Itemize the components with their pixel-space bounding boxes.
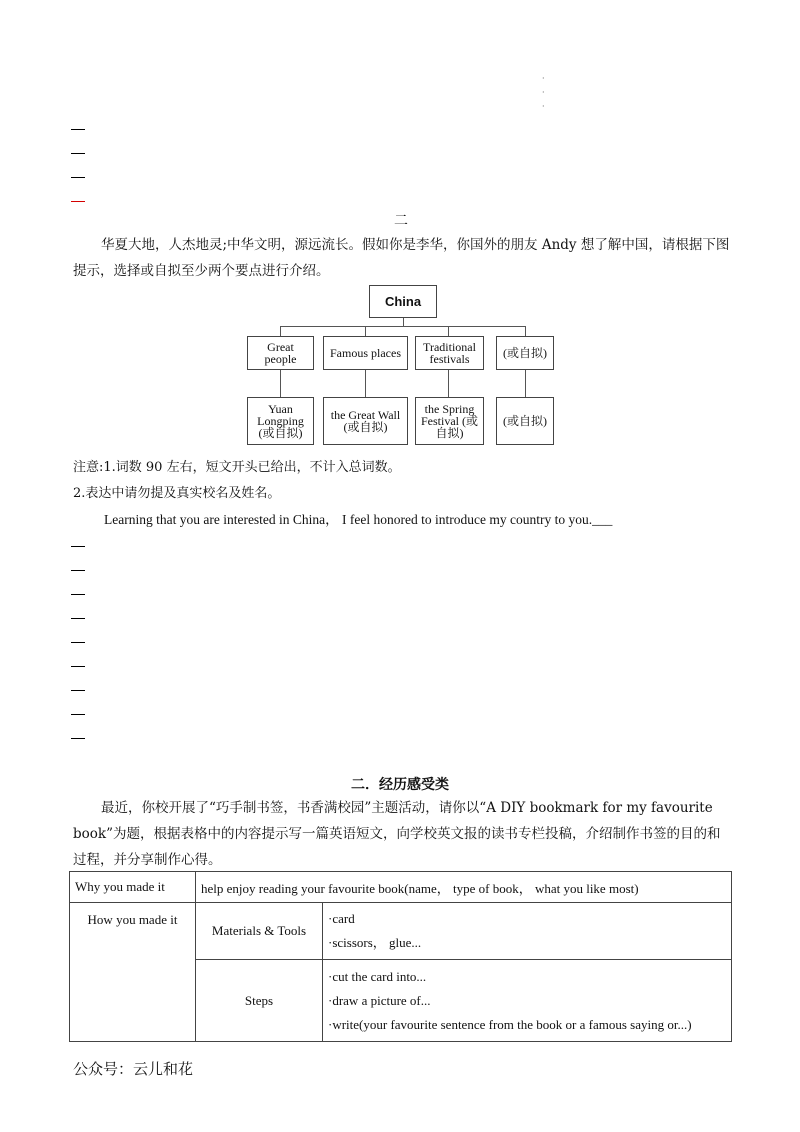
diagram-category: (或自拟) (496, 336, 554, 370)
writing-line[interactable] (71, 666, 85, 667)
steps-item: ·draw a picture of... (328, 992, 431, 1008)
writing-line[interactable] (71, 714, 85, 715)
section-title: 二．经历感受类 (351, 777, 449, 793)
diagram-example: the Spring Festival (或自拟) (415, 397, 484, 445)
note-2: 2.表达中请勿提及真实校名及姓名。 (73, 486, 281, 501)
materials-item: ·card (328, 911, 355, 926)
corner-dots: · · · (542, 74, 545, 111)
answer-line[interactable] (71, 177, 85, 178)
essay-starter: Learning that you are interested in China， I feel honored to introduce my country to you.___ (104, 512, 613, 527)
bookmark-table (69, 871, 732, 1042)
why-value: help enjoy reading your favourite book(name， type of book， what you like most) (196, 872, 732, 903)
diagram-category: Traditional festivals (415, 336, 484, 370)
materials-label: Materials & Tools (196, 903, 323, 960)
writing-line[interactable] (71, 642, 85, 643)
steps-label: Steps (196, 960, 323, 1042)
section-mark: 二 (394, 213, 408, 229)
materials-list (323, 903, 732, 960)
diagram-example: Yuan Longping (或自拟) (247, 397, 314, 445)
diagram-example: the Great Wall (或自拟) (323, 397, 408, 445)
answer-line-red[interactable] (71, 201, 85, 202)
section2-paragraph: 最近，你校开展了“巧手制书签，书香满校园”主题活动，请你以“A DIY bookmark for my favourite book”为题，根据表格中的内容提示写一篇英语短文，向学校英文报的读书专栏投稿，介绍制作书签的目的和过程，并分享制作心得。 (73, 800, 721, 868)
how-label: How you made it (70, 903, 196, 1042)
writing-line[interactable] (71, 594, 85, 595)
steps-item: ·cut the card into... (328, 968, 427, 984)
materials-item: ·scissors， glue... (328, 935, 422, 950)
diagram-example: (或自拟) (496, 397, 554, 445)
why-label: Why you made it (70, 872, 196, 903)
footer-account: 公众号：云儿和花 (73, 1060, 194, 1078)
note-1: 注意:1.词数 90 左右，短文开头已给出，不计入总词数。 (73, 460, 401, 475)
writing-line[interactable] (71, 690, 85, 691)
steps-list (323, 960, 732, 1042)
writing-line[interactable] (71, 738, 85, 739)
diagram-category: Famous places (323, 336, 408, 370)
writing-line[interactable] (71, 618, 85, 619)
writing-line[interactable] (71, 546, 85, 547)
diagram-root: China (369, 285, 437, 318)
steps-item: ·write(your favourite sentence from the book or a famous saying or...) (328, 1016, 692, 1032)
answer-line[interactable] (71, 153, 85, 154)
prompt-paragraph: 华夏大地，人杰地灵;中华文明，源远流长。假如你是李华，你国外的朋友 Andy 想了解中国，请根据下图提示，选择或自拟至少两个要点进行介绍。 (73, 237, 730, 279)
writing-line[interactable] (71, 570, 85, 571)
answer-line[interactable] (71, 129, 85, 130)
diagram-category: Great people (247, 336, 314, 370)
